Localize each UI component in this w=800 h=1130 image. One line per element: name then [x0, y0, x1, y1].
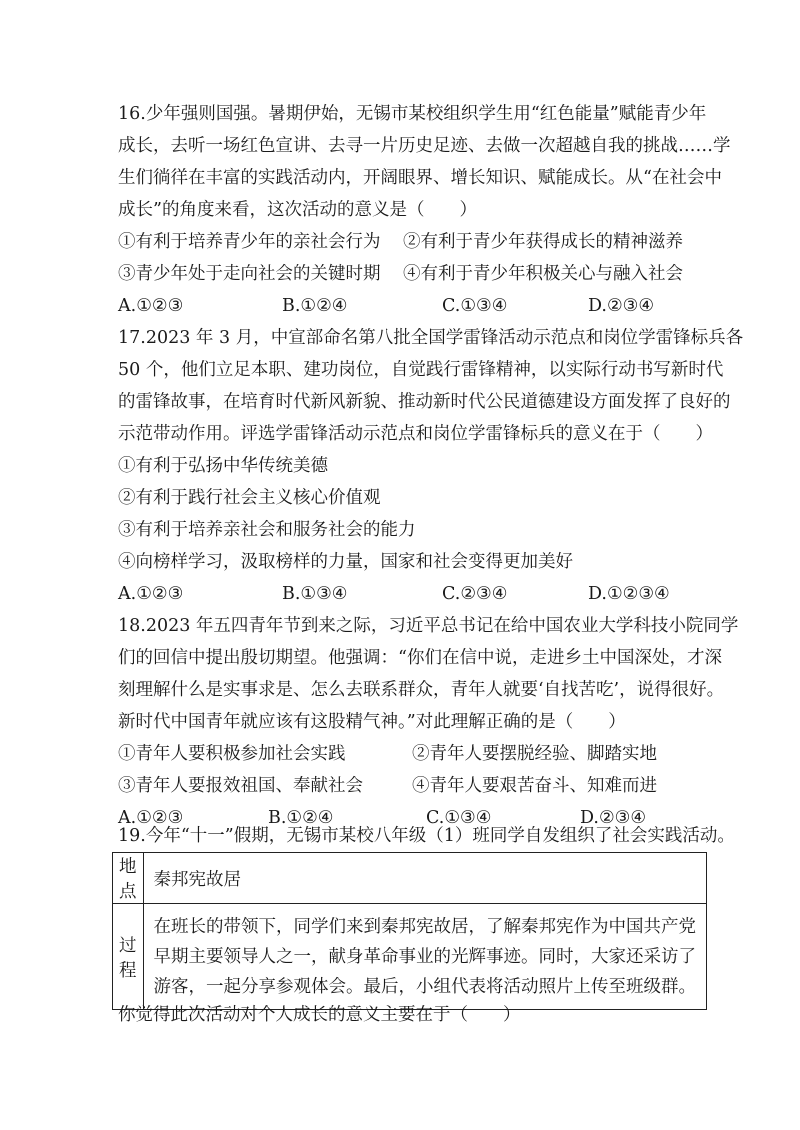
- q16-statement-3: ③青少年处于走向社会的关键时期: [118, 264, 381, 284]
- q17-statement-3: ③有利于培养亲社会和服务社会的能力: [118, 520, 416, 540]
- q19-intro: 19.今年“十一”假期，无锡市某校八年级（1）班同学自发组织了社会实践活动。: [118, 826, 735, 846]
- q16-statement-1: ①有利于培养青少年的亲社会行为: [118, 232, 381, 252]
- q18-statement-3: ③青年人要报效祖国、奉献社会: [118, 776, 363, 796]
- q18-statement-4: ④青年人要艰苦奋斗、知难而进: [412, 776, 657, 796]
- q16-statement-2: ②有利于青少年获得成长的精神滋养: [403, 232, 683, 252]
- table-row-place: [113, 853, 707, 904]
- q18-choice-d: D.②③④: [580, 808, 647, 828]
- q16-choice-a: A.①②③: [118, 296, 184, 316]
- process-line-3: 游客，一起分享参观体会。最后，小组代表将活动照片上传至班级群。: [153, 976, 696, 997]
- q17-choice-b: B.①③④: [282, 584, 348, 604]
- q16-line-3: 生们徜徉在丰富的实践活动内，开阔眼界、增长知识、赋能成长。从“在社会中: [118, 168, 722, 188]
- process-line-1: 在班长的带领下，同学们来到秦邦宪故居，了解秦邦宪作为中国共产党: [153, 916, 696, 937]
- q17-line-1: 17.2023 年 3 月，中宣部命名第八批全国学雷锋活动示范点和岗位学雷锋标兵各: [118, 328, 744, 348]
- q18-choice-c: C.①③④: [426, 808, 492, 828]
- place-value: 秦邦宪故居: [143, 853, 707, 904]
- q16-line-4: 成长”的角度来看，这次活动的意义是（ ）: [118, 200, 477, 220]
- q18-line-4: 新时代中国青年就应该有这股精气神。”对此理解正确的是（ ）: [118, 712, 626, 732]
- q16-choice-c: C.①③④: [442, 296, 508, 316]
- q16-line-2: 成长，去听一场红色宣讲、去寻一片历史足迹、去做一次超越自我的挑战……学: [118, 136, 731, 156]
- q16-statement-4: ④有利于青少年积极关心与融入社会: [403, 264, 683, 284]
- q18-line-3: 刻理解什么是实事求是、怎么去联系群众，青年人就要‘自找苦吃’，说得很好。: [118, 680, 725, 700]
- process-line-2: 早期主要领导人之一，献身革命事业的光辉事迹。同时，大家还采访了: [153, 946, 696, 967]
- q18-line-2: 们的回信中提出殷切期望。他强调：“你们在信中说，走进乡土中国深处，才深: [118, 648, 722, 668]
- q19-question: 你觉得此次活动对个人成长的意义主要在于（ ）: [118, 1005, 521, 1025]
- q16-line-1: 16.少年强则国强。暑期伊始，无锡市某校组织学生用“红色能量”赋能青少年: [118, 104, 707, 124]
- place-key: 地点: [113, 853, 144, 904]
- q16-choice-b: B.①②④: [282, 296, 348, 316]
- q17-line-3: 的雷锋故事，在培育时代新风新貌、推动新时代公民道德建设方面发挥了良好的: [118, 392, 731, 412]
- q18-statement-1: ①青年人要积极参加社会实践: [118, 744, 346, 764]
- q17-line-2: 50 个，他们立足本职、建功岗位，自觉践行雷锋精神，以实际行动书写新时代: [118, 360, 724, 380]
- q17-statement-2: ②有利于践行社会主义核心价值观: [118, 488, 381, 508]
- activity-table: [112, 852, 707, 1010]
- q18-statement-2: ②青年人要摆脱经验、脚踏实地: [412, 744, 657, 764]
- process-key: 过程: [113, 904, 144, 1010]
- q17-line-4: 示范带动作用。评选学雷锋活动示范点和岗位学雷锋标兵的意义在于（ ）: [118, 424, 713, 444]
- q17-choice-d: D.①②③④: [588, 584, 670, 604]
- q18-choice-a: A.①②③: [118, 808, 184, 828]
- q18-choice-b: B.①②④: [268, 808, 334, 828]
- table-row-process: [113, 904, 707, 1010]
- q18-line-1: 18.2023 年五四青年节到来之际，习近平总书记在给中国农业大学科技小院同学: [118, 616, 739, 636]
- q17-statement-1: ①有利于弘扬中华传统美德: [118, 456, 328, 476]
- q17-statement-4: ④向榜样学习，汲取榜样的力量，国家和社会变得更加美好: [118, 552, 573, 572]
- q17-choice-a: A.①②③: [118, 584, 184, 604]
- q16-choice-d: D.②③④: [588, 296, 655, 316]
- process-value: [143, 904, 707, 1010]
- q17-choice-c: C.②③④: [442, 584, 508, 604]
